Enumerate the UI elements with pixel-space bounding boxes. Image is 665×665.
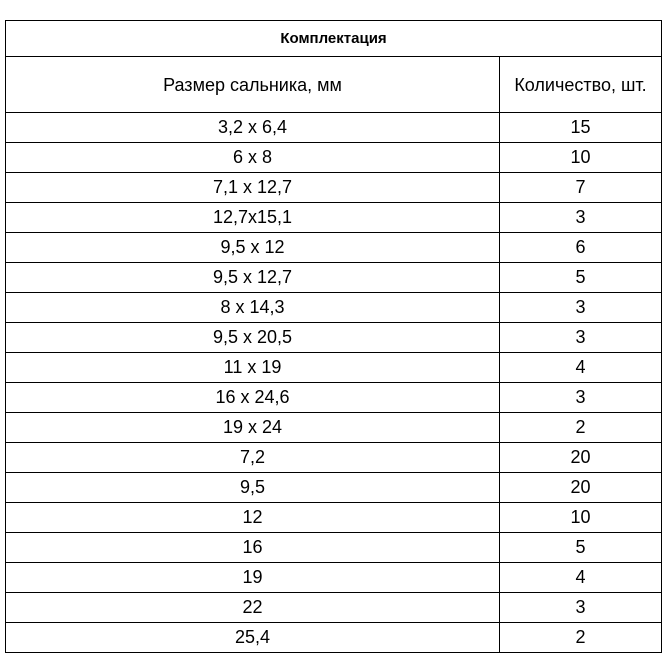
table-row bbox=[6, 383, 662, 413]
seal-size-cell: 12,7х15,1 bbox=[6, 203, 500, 233]
seal-size-cell: 22 bbox=[6, 593, 500, 623]
quantity-cell: 3 bbox=[500, 383, 662, 413]
table-row bbox=[6, 323, 662, 353]
seal-size-cell: 12 bbox=[6, 503, 500, 533]
quantity-cell: 4 bbox=[500, 353, 662, 383]
table-row bbox=[6, 203, 662, 233]
quantity-cell: 4 bbox=[500, 563, 662, 593]
table-row bbox=[6, 563, 662, 593]
seal-size-cell: 3,2 х 6,4 bbox=[6, 113, 500, 143]
quantity-cell: 2 bbox=[500, 623, 662, 653]
quantity-cell: 6 bbox=[500, 233, 662, 263]
table-row bbox=[6, 623, 662, 653]
seal-size-cell: 8 х 14,3 bbox=[6, 293, 500, 323]
quantity-cell: 20 bbox=[500, 443, 662, 473]
quantity-cell: 2 bbox=[500, 413, 662, 443]
quantity-cell: 10 bbox=[500, 143, 662, 173]
seal-size-cell: 9,5 х 12,7 bbox=[6, 263, 500, 293]
table-row bbox=[6, 113, 662, 143]
seal-size-cell: 9,5 bbox=[6, 473, 500, 503]
quantity-cell: 3 bbox=[500, 323, 662, 353]
seal-size-cell: 25,4 bbox=[6, 623, 500, 653]
seal-size-cell: 11 х 19 bbox=[6, 353, 500, 383]
table-title: Комплектация bbox=[6, 21, 662, 57]
table-row bbox=[6, 533, 662, 563]
table-row bbox=[6, 353, 662, 383]
table-row bbox=[6, 503, 662, 533]
column-header-quantity: Количество, шт. bbox=[500, 57, 662, 113]
quantity-cell: 3 bbox=[500, 593, 662, 623]
seal-size-cell: 7,2 bbox=[6, 443, 500, 473]
seal-size-cell: 19 х 24 bbox=[6, 413, 500, 443]
seal-size-cell: 9,5 х 12 bbox=[6, 233, 500, 263]
quantity-cell: 5 bbox=[500, 263, 662, 293]
table-row bbox=[6, 263, 662, 293]
table-row bbox=[6, 593, 662, 623]
table-row bbox=[6, 143, 662, 173]
seal-size-cell: 6 х 8 bbox=[6, 143, 500, 173]
seal-size-cell: 7,1 х 12,7 bbox=[6, 173, 500, 203]
table-row bbox=[6, 293, 662, 323]
seal-size-cell: 16 х 24,6 bbox=[6, 383, 500, 413]
table-header-row bbox=[6, 57, 662, 113]
seal-size-cell: 16 bbox=[6, 533, 500, 563]
table-body bbox=[6, 113, 662, 653]
seal-size-cell: 9,5 х 20,5 bbox=[6, 323, 500, 353]
quantity-cell: 20 bbox=[500, 473, 662, 503]
table-title-row bbox=[6, 21, 662, 57]
quantity-cell: 7 bbox=[500, 173, 662, 203]
table-row bbox=[6, 413, 662, 443]
quantity-cell: 3 bbox=[500, 293, 662, 323]
quantity-cell: 3 bbox=[500, 203, 662, 233]
table-row bbox=[6, 173, 662, 203]
seal-size-cell: 19 bbox=[6, 563, 500, 593]
column-header-size: Размер сальника, мм bbox=[6, 57, 500, 113]
quantity-cell: 10 bbox=[500, 503, 662, 533]
quantity-cell: 15 bbox=[500, 113, 662, 143]
quantity-cell: 5 bbox=[500, 533, 662, 563]
table-row bbox=[6, 443, 662, 473]
table-row bbox=[6, 473, 662, 503]
table-row bbox=[6, 233, 662, 263]
kit-contents-table bbox=[5, 20, 662, 653]
